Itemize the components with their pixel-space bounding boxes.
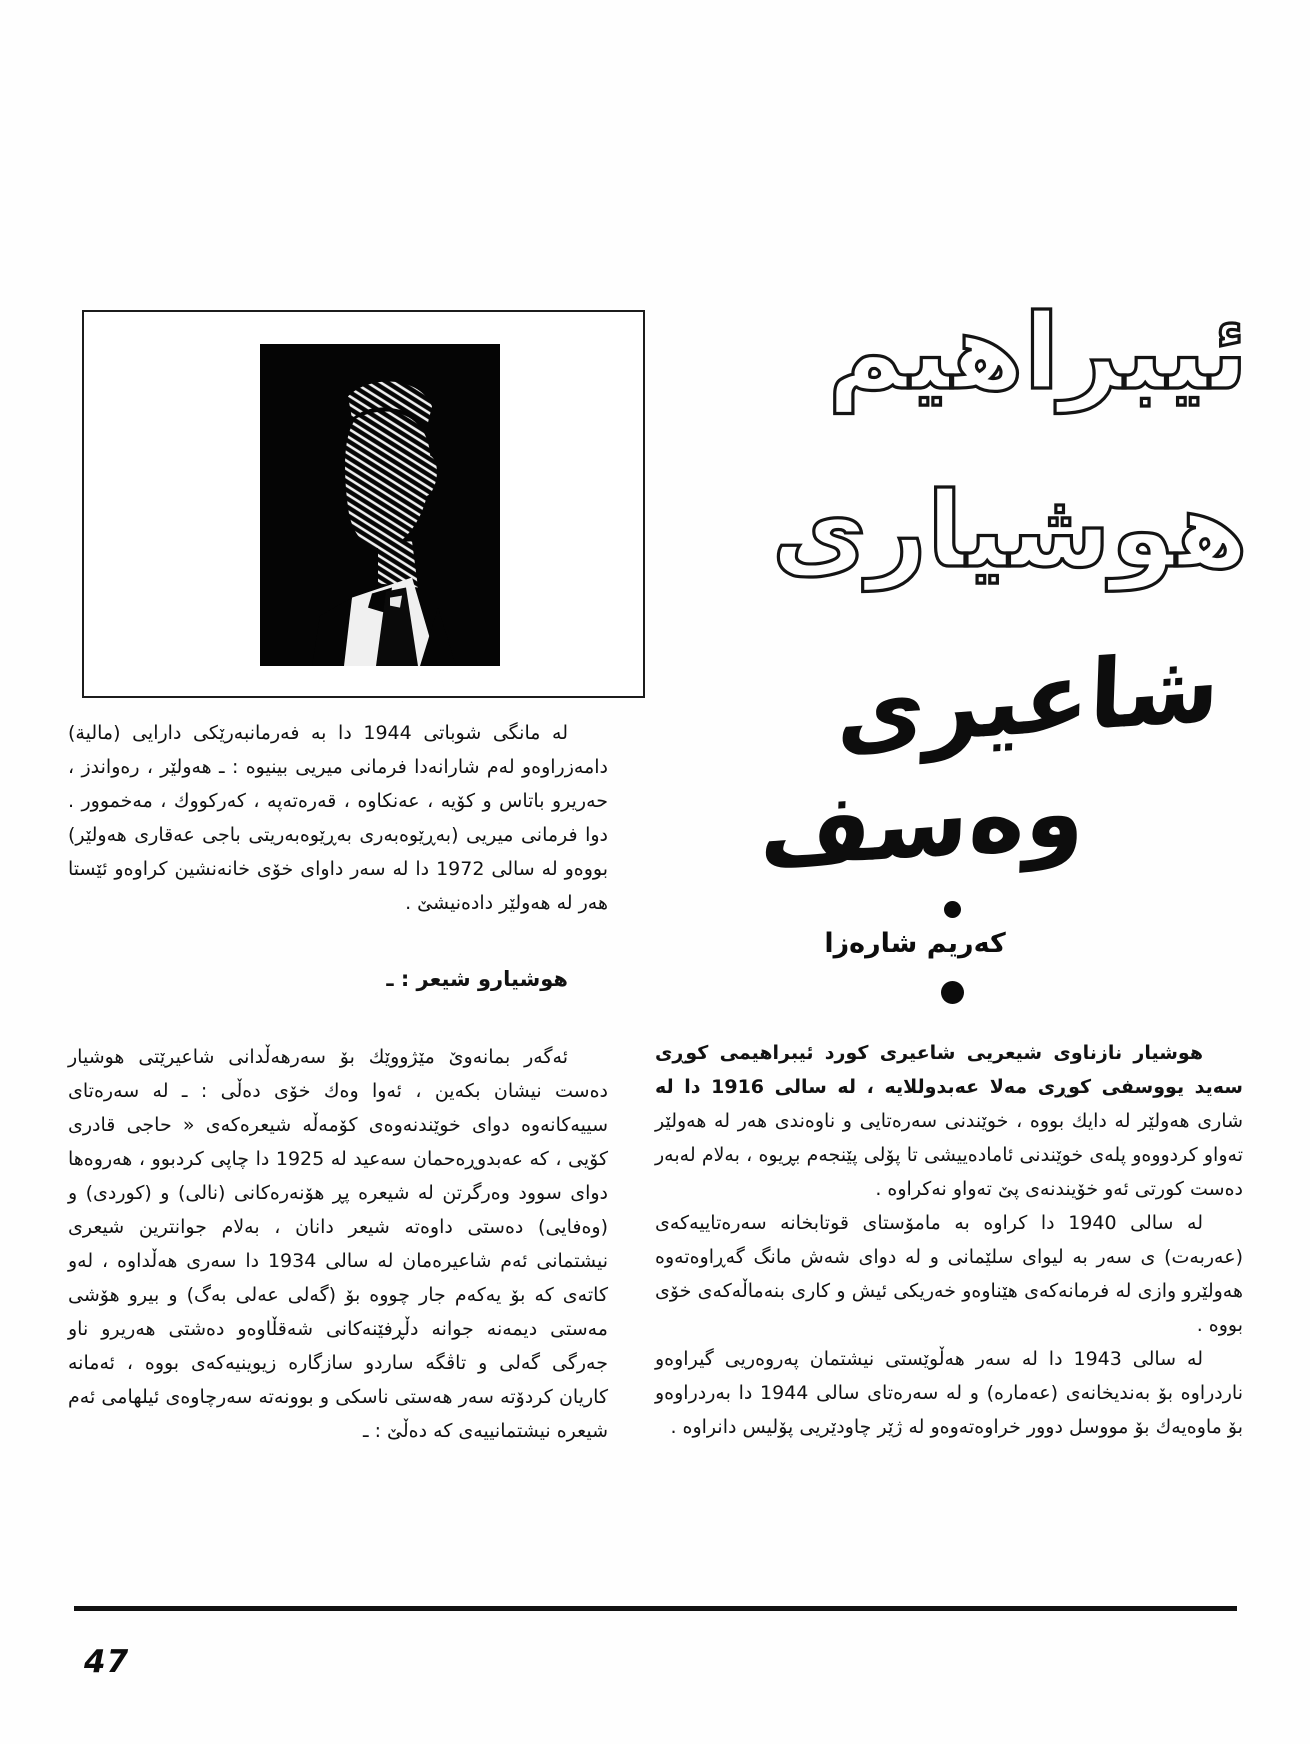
masthead-title-word-2: هوشیاری	[771, 469, 1248, 591]
separator-dot-small	[944, 901, 961, 918]
right-paragraph-2: له سالی 1940 دا کراوه به مامۆستای قوتابخانه سەرەتاییەکەی (عەربەت) ی سەر به لیوای سلێمانی و له دوای شەش مانگ گەڕاوەتەوه هەولێرو وازی له فرمانەکەی هێناوەو خەریکی ئیش و کاری بنەماڵەکەی خۆی بووه .	[655, 1212, 1243, 1336]
footer-rule	[74, 1606, 1237, 1611]
section-heading: هوشیارو شیعر : ـ	[386, 967, 568, 991]
portrait-photo-art	[260, 344, 500, 666]
photo-frame	[82, 310, 645, 698]
right-paragraph-1-bold-lead: هوشیار نازناوی شیعریی شاعیری کورد ئیبراهیمی کوڕی سەید یووسفی کوڕی مەلا عەبدوللایه ، له سالی 1916 دا له	[655, 1042, 1243, 1098]
masthead-subtitle-word-2: وەسف	[758, 755, 1087, 891]
portrait-photo	[260, 344, 500, 666]
right-paragraph-1	[655, 1036, 1243, 1206]
right-paragraph-1-rest: شاری هەولێر له دایك بووه ، خوێندنی سەرەتایی و ناوەندی هەر له هەولێر تەواو کردووەو پلەی خوێندنی ئامادەییشی تا پۆلی پێنجەم بڕیوه ، بەلام لەبەر دەست کورتی ئەو خۆیندنەی پێ تەواو نەکراوه .	[655, 1110, 1243, 1200]
right-paragraph-3: له سالی 1943 دا له سەر هەڵوێستی نیشتمان پەروەریی گیراوەو ناردراوه بۆ بەندیخانەی (عەماره) و له سەرەتای سالی 1944 دا بەردراوەو بۆ ماوەیەك بۆ مووسل دوور خراوەتەوەو له ژێر چاودێریی پۆلیس دانراوه .	[655, 1348, 1243, 1438]
separator-dot-large	[941, 981, 964, 1004]
masthead-title-word-1: ئیبراهیم	[827, 291, 1248, 413]
left-paragraph-1: له مانگی شوباتی 1944 دا به فەرمانبەرێکی دارایی (مالية) دامەزراوەو لەم شارانەدا فرمانی میریی بینیوه : ـ هەولێر ، رەواندز ، حەریرو باتاس و کۆیه ، عەنکاوه ، قەرەتەپه ، کەرکووك ، مەخموور . دوا فرمانی میریی (بەڕێوەبەری بەڕێوەبەریتی باجی عەقاری هەولێر) بووەو له سالی 1972 دا له سەر داوای خۆی خانەنشین کراوەو ئێستا هەر له هەولێر دادەنیشێ .	[68, 722, 608, 914]
byline-author: کەریم شارەزا	[824, 928, 1006, 959]
masthead-subtitle-word-1: شاعیری	[835, 630, 1222, 770]
page-number: 47	[84, 1644, 130, 1680]
right-column	[655, 1036, 1243, 1444]
left-column	[68, 716, 608, 1448]
left-paragraph-2: ئەگەر بمانەوێ مێژووێك بۆ سەرهەڵدانی شاعیرێتی هوشیار دەست نیشان بکەین ، ئەوا وەك خۆی دەڵی : ـ له سەرەتای سییەکانەوه دوای خوێندنەوەی کۆمەڵه شیعرەکەی « حاجی قادری کۆیی ، که عەبدوڕەحمان سەعید له 1925 دا چاپی کردبوو ، هەروەها دوای سوود وەرگرتن له شیعره پڕ هۆنەرەکانی (نالی) و (کوردی) و (وەفایی) دەستی داوەته شیعر دانان ، بەلام جوانترین شیعری نیشتمانی ئەم شاعیرەمان له سالی 1934 دا سەری هەڵداوه ، لەو کاتەی که بۆ یەکەم جار چووه بۆ (گەلی عەلی بەگ) و بیرو هۆشی مەستی دیمەنه جوانه دڵڕفێنەکانی شەقڵاوەو دەشتی هەریرو ناو جەرگی گەلی و تاڤگه ساردو سازگاره زیوینیەکەی بووه ، ئەمانه کاریان کردۆته سەر هەستی ناسکی و بوونەته سەرچاوەی ئیلهامی ئەم شیعره نیشتمانییەی که دەڵێ : ـ	[68, 1046, 608, 1442]
